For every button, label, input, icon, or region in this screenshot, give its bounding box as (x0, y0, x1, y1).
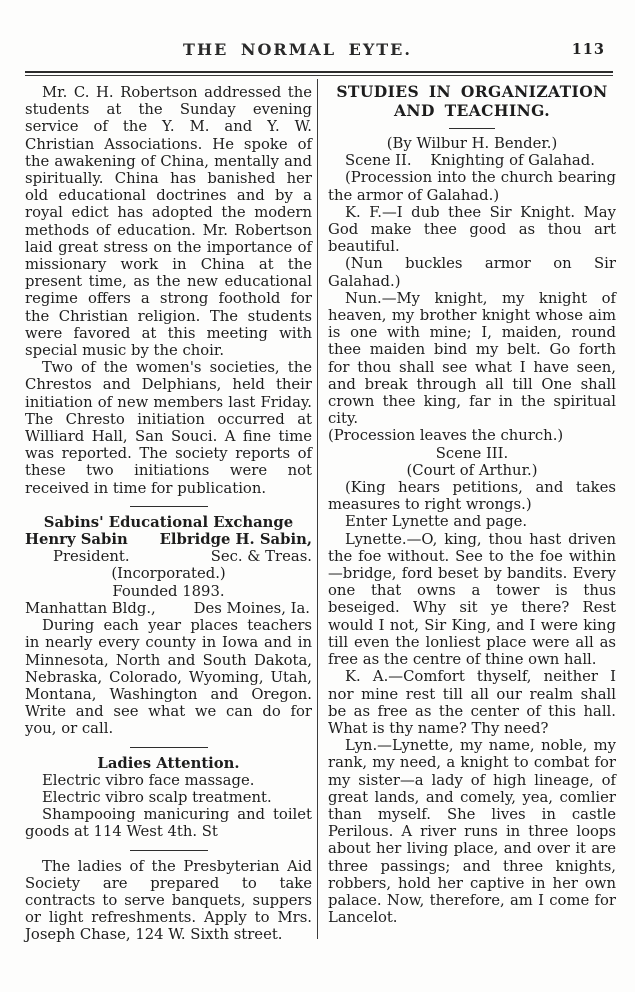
speech-lyn: Lyn.—Lynette, my name, noble, my rank, my need, a knight to combat for my sister—a lady of high lineage, of great lands, and comely, yea, comlier than myself. She lives in castle Perilous. A river runs in three loops about her living place, and over it are three passings; and three knights, robbers, hold her captive in her own palace. Now, therefore, am I come for Lancelot. (328, 737, 616, 927)
sabins-ad-body: During each year places teachers in nearly every county in Iowa and in Minnesota, North and South Dakota, Nebraska, Colorado, Wyoming, Utah, Montana, Washington and Oregon. Write and see what we can do for you, or call. (25, 617, 312, 738)
right-column (328, 82, 616, 926)
speech-lynette: Lynette.—O, king, thou hast driven the foe without. See to the foe within—bridge, ford beset by bandits. Every one that owns a tower is thus beseiged. Why sit ye there? Rest would I not, Sir King, and I were king till even the lonliest place were all as free as the centre of thine own hall. (328, 530, 616, 669)
scene-two-caption: Scene II. Knighting of Galahad. (345, 152, 595, 170)
section-divider-rule (130, 850, 208, 851)
sabins-names-row (25, 531, 312, 548)
speech-king-arthur: K. A.—Comfort thyself, neither I nor mine rest till all our realm shall be as free as the center of this hall. What is thy name? Thy need? (328, 668, 616, 737)
stage-direction-king-hears: (King hears petitions, and takes measures to right wrongs.) (328, 479, 616, 514)
section-divider-rule (130, 506, 208, 507)
stage-direction-enter-lynette: Enter Lynette and page. (345, 513, 528, 531)
sabins-role-left: President. (53, 548, 130, 566)
section-divider-rule (130, 747, 208, 748)
sabins-role-right: Sec. & Treas. (210, 548, 312, 566)
sabins-ad-title: Sabins' Educational Exchange (43, 513, 294, 531)
page-number: 113 (571, 41, 605, 58)
ladies-attention-ad (25, 755, 312, 841)
left-column (25, 84, 312, 944)
stage-direction-procession-out: (Procession leaves the church.) (328, 427, 564, 445)
ladies-ad-title: Ladies Attention. (97, 754, 240, 772)
article-presbyterian-aid: The ladies of the Presbyterian Aid Society are prepared to take contracts to serve banquets, suppers or light refreshments. Apply to Mrs. Joseph Chase, 124 W. Sixth street. (25, 857, 312, 944)
sabins-name-right: Elbridge H. Sabin, (159, 531, 312, 549)
ladies-ad-line-scalp: Electric vibro scalp treatment. (42, 788, 272, 806)
article-heading: STUDIES IN ORGANIZATION AND TEACHING. (336, 82, 608, 120)
column-divider-rule (317, 79, 318, 939)
stage-direction-nun-buckles: (Nun buckles armor on Sir Galahad.) (328, 255, 616, 290)
stage-direction-procession-in: (Procession into the church bearing the armor of Galahad.) (328, 169, 616, 204)
article-societies-initiation: Two of the women's societies, the Chrestos and Delphians, held their initiation of new members last Friday. The Chresto initiation occurred at Williard Hall, San Souci. A fine time was reported. The society reports of these two initiations were not received in time for publication. (25, 359, 312, 497)
sabins-name-left: Henry Sabin (25, 531, 128, 549)
sabins-roles-row (25, 548, 312, 565)
speech-king-father: K. F.—I dub thee Sir Knight. May God make thee good as thou art beautiful. (328, 203, 616, 256)
sabins-exchange-ad (25, 514, 312, 738)
page-header (25, 40, 610, 62)
ladies-ad-line-massage: Electric vibro face massage. (42, 771, 255, 789)
header-rule (25, 71, 613, 76)
sabins-address-row (25, 600, 312, 617)
sabins-incorporated-line: (Incorporated.) (111, 565, 226, 583)
article-robertson-china: Mr. C. H. Robertson addressed the students at the Sunday evening service of the Y. M. and Y. W. Christian Associations. He spoke of the awakening of China, mentally and spiritually. China has banished her old educational doctrines and by a royal edict has adopted the modern methods of education. Mr. Robertson laid great stress on the importance of missionary work in China at the present time, as the new educational regime offers a strong foothold for the Christian religion. The students were favored at this meeting with special music by the choir. (25, 84, 312, 360)
heading-divider-rule (449, 128, 495, 129)
sabins-address-left: Manhattan Bldg., (25, 599, 156, 617)
scene-three-setting: (Court of Arthur.) (406, 461, 538, 479)
ladies-ad-line-shampooing: Shampooing manicuring and toilet goods at 114 West 4th. St (25, 806, 312, 841)
sabins-address-right: Des Moines, Ia. (193, 599, 310, 617)
article-byline: (By Wilbur H. Bender.) (386, 135, 558, 152)
sabins-founded-line: Founded 1893. (112, 582, 225, 600)
speech-nun: Nun.—My knight, my knight of heaven, my brother knight whose aim is one with mine; I, maiden, round thee maiden bind my belt. Go forth for thou shall see what I have seen, and break through all till One shall crown thee king, far in the spiritual city. (328, 289, 616, 428)
journal-title: THE NORMAL EYTE. (183, 40, 412, 59)
scene-three-caption: Scene III. (435, 444, 509, 462)
